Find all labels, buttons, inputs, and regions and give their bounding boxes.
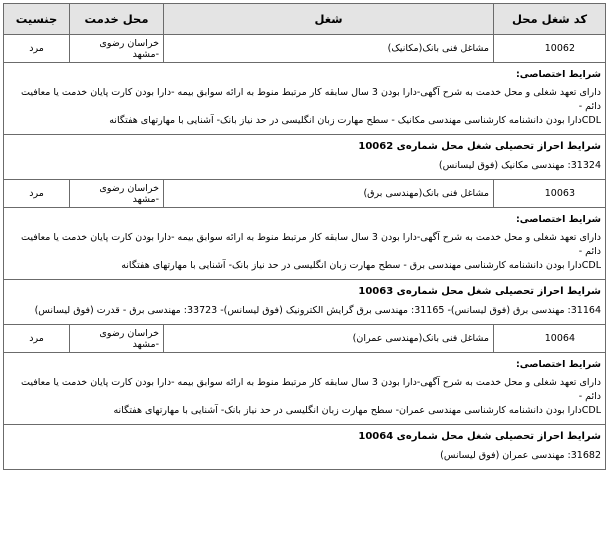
special-conditions-row (4, 353, 606, 425)
header-job: شغل (164, 4, 494, 35)
header-code: کد شغل محل (494, 4, 606, 35)
job-code: 10063 (494, 180, 606, 208)
special-conditions-row (4, 63, 606, 135)
job-listing-document (4, 3, 606, 470)
header-row (4, 4, 606, 35)
job-code: 10064 (494, 325, 606, 353)
job-title: مشاغل فنی بانک(مکانیک) (164, 35, 494, 63)
job-location: خراسان رضوی -مشهد (70, 35, 164, 63)
qualification-cell (4, 425, 606, 470)
special-conditions-line: CDLدارا بودن دانشنامه کارشناسی مهندسی عمران- سطح مهارت زبان انگلیسی در حد نیاز بانک- آشنایی با مهارتهای هفتگانه (113, 405, 601, 416)
job-title: مشاغل فنی بانک(مهندسی عمران) (164, 325, 494, 353)
qualification-title: شرایط احراز تحصیلی شغل محل شماره‌ی 10064 (358, 431, 601, 442)
special-conditions-row (4, 208, 606, 280)
special-conditions-line: دارای تعهد شغلی و محل خدمت به شرح آگهی-دارا بودن 3 سال سابقه کار مرتبط منوط به ارائه سوابق بیمه -دارا بودن کارت پایان خدمت یا معافیت دائم - (21, 87, 601, 112)
qualification-title: شرایط احراز تحصیلی شغل محل شماره‌ی 10062 (358, 141, 601, 152)
header-location: محل خدمت (70, 4, 164, 35)
special-conditions-line: دارای تعهد شغلی و محل خدمت به شرح آگهی-دارا بودن 3 سال سابقه کار مرتبط منوط به ارائه سوابق بیمه -دارا بودن کارت پایان خدمت یا معافیت دائم - (21, 232, 601, 257)
job-row (4, 35, 606, 63)
special-conditions-title: شرایط اختصاصی: (515, 69, 601, 80)
special-conditions-cell (4, 63, 606, 135)
special-conditions-line: دارای تعهد شغلی و محل خدمت به شرح آگهی-دارا بودن 3 سال سابقه کار مرتبط منوط به ارائه سوابق بیمه -دارا بودن کارت پایان خدمت یا معافیت دائم - (21, 377, 601, 402)
header-gender: جنسیت (4, 4, 70, 35)
special-conditions-title: شرایط اختصاصی: (515, 359, 601, 370)
special-conditions-cell (4, 353, 606, 425)
qualification-row (4, 425, 606, 470)
qualification-title: شرایط احراز تحصیلی شغل محل شماره‌ی 10063 (358, 286, 601, 297)
job-location: خراسان رضوی -مشهد (70, 325, 164, 353)
special-conditions-line: CDLدارا بودن دانشنامه کارشناسی مهندسی برق - سطح مهارت زبان انگلیسی در حد نیاز بانک- آشنایی با مهارتهای هفتگانه (121, 260, 601, 271)
job-listing-table (3, 3, 606, 470)
qualification-text: 31324: مهندسی مکانیک (فوق لیسانس) (438, 160, 601, 171)
job-title: مشاغل فنی بانک(مهندسی برق) (164, 180, 494, 208)
qualification-cell (4, 280, 606, 325)
qualification-row (4, 135, 606, 180)
job-row (4, 180, 606, 208)
qualification-text: 31164: مهندسی برق (فوق لیسانس)- 31165: مهندسی برق گرایش الکترونیک (فوق لیسانس)- 33723: مهندسی برق - قدرت (فوق لیسانس) (34, 305, 601, 316)
special-conditions-title: شرایط اختصاصی: (515, 214, 601, 225)
special-conditions-cell (4, 208, 606, 280)
qualification-cell (4, 135, 606, 180)
special-conditions-line: CDLدارا بودن دانشنامه کارشناسی مهندسی مکانیک - سطح مهارت زبان انگلیسی در حد نیاز بانک- آشنایی با مهارتهای هفتگانه (109, 115, 601, 126)
qualification-row (4, 280, 606, 325)
job-gender: مرد (4, 35, 70, 63)
job-location: خراسان رضوی -مشهد (70, 180, 164, 208)
job-row (4, 325, 606, 353)
job-gender: مرد (4, 180, 70, 208)
job-code: 10062 (494, 35, 606, 63)
job-gender: مرد (4, 325, 70, 353)
qualification-text: 31682: مهندسی عمران (فوق لیسانس) (440, 450, 601, 461)
